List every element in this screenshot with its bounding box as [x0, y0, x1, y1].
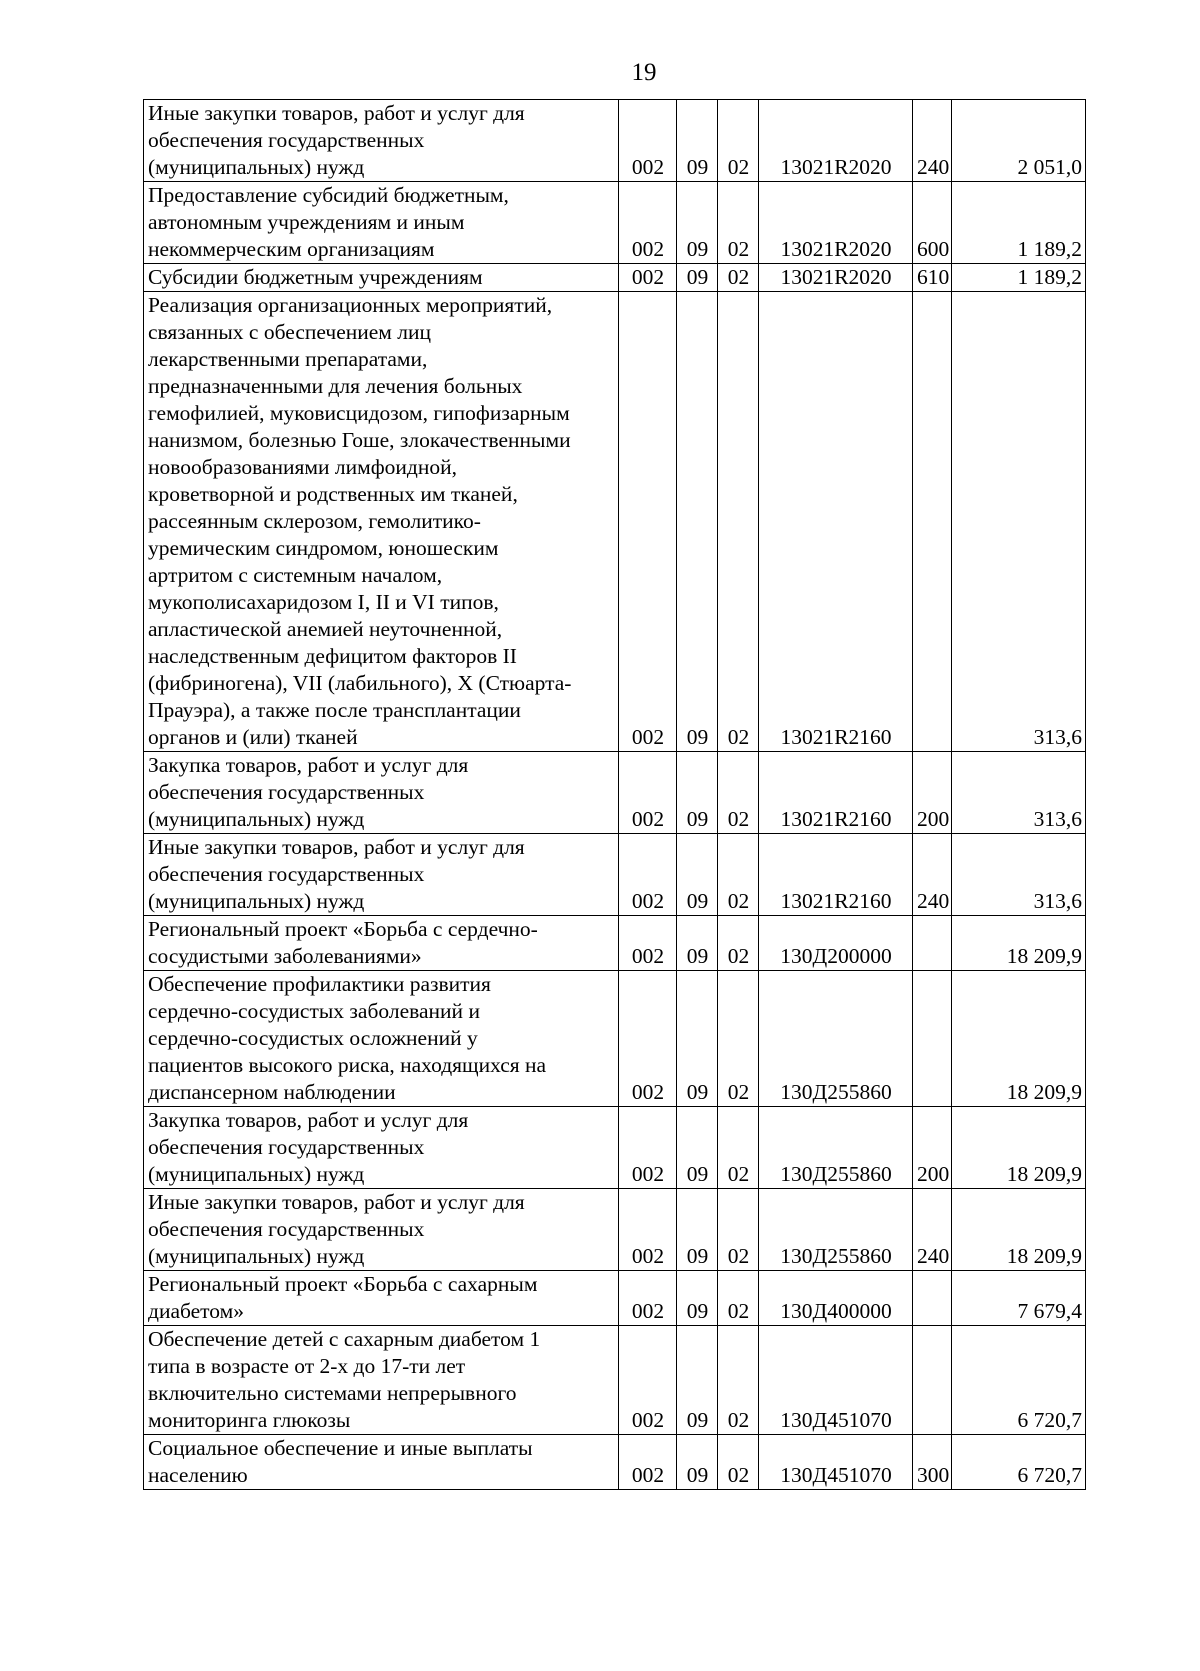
section-code-cell: 09 [677, 1107, 718, 1189]
table-row [144, 1107, 1086, 1189]
amount-cell: 18 209,9 [952, 1107, 1086, 1189]
ministry-code-cell: 002 [619, 182, 677, 264]
section-code-cell: 09 [677, 1271, 718, 1326]
amount-cell: 1 189,2 [952, 264, 1086, 292]
table-row [144, 971, 1086, 1107]
amount-cell: 18 209,9 [952, 1189, 1086, 1271]
section-code-cell: 09 [677, 971, 718, 1107]
amount-cell: 1 189,2 [952, 182, 1086, 264]
expense-type-cell: 600 [913, 182, 952, 264]
subsection-code-cell: 02 [718, 916, 759, 971]
expense-type-cell [913, 1271, 952, 1326]
expense-type-cell: 300 [913, 1435, 952, 1490]
subsection-code-cell: 02 [718, 264, 759, 292]
section-code-cell: 09 [677, 1326, 718, 1435]
expense-type-cell [913, 1326, 952, 1435]
target-article-cell: 130Д451070 [759, 1435, 913, 1490]
subsection-code-cell: 02 [718, 1107, 759, 1189]
item-name-cell: Предоставление субсидий бюджетным, автономным учреждениям и иным некоммерческим организациям [144, 182, 619, 264]
ministry-code-cell: 002 [619, 264, 677, 292]
subsection-code-cell: 02 [718, 1326, 759, 1435]
ministry-code-cell: 002 [619, 100, 677, 182]
subsection-code-cell: 02 [718, 1189, 759, 1271]
target-article-cell: 13021R2160 [759, 292, 913, 752]
amount-cell: 7 679,4 [952, 1271, 1086, 1326]
expense-type-cell [913, 971, 952, 1107]
item-name-cell: Закупка товаров, работ и услуг для обеспечения государственных (муниципальных) нужд [144, 752, 619, 834]
subsection-code-cell: 02 [718, 971, 759, 1107]
item-name-cell: Иные закупки товаров, работ и услуг для обеспечения государственных (муниципальных) нужд [144, 100, 619, 182]
ministry-code-cell: 002 [619, 971, 677, 1107]
expense-type-cell [913, 916, 952, 971]
item-name-cell: Закупка товаров, работ и услуг для обеспечения государственных (муниципальных) нужд [144, 1107, 619, 1189]
subsection-code-cell: 02 [718, 292, 759, 752]
subsection-code-cell: 02 [718, 834, 759, 916]
expense-type-cell [913, 292, 952, 752]
amount-cell: 313,6 [952, 292, 1086, 752]
ministry-code-cell: 002 [619, 916, 677, 971]
subsection-code-cell: 02 [718, 1271, 759, 1326]
amount-cell: 2 051,0 [952, 100, 1086, 182]
section-code-cell: 09 [677, 264, 718, 292]
ministry-code-cell: 002 [619, 1271, 677, 1326]
table-row [144, 264, 1086, 292]
expense-type-cell: 240 [913, 1189, 952, 1271]
item-name-cell: Реализация организационных мероприятий, связанных с обеспечением лиц лекарственными препаратами, предназначенными для лечения больных гемофилией, муковисцидозом, гипофизарным нанизмом, болезнью Гоше, злокачественными новообразованиями лимфоидной, кроветворной и родственных им тканей, рассеянным склерозом, гемолитико- уремическим синдромом, юношеским артритом с системным началом, мукополисахаридозом I, II и VI типов, апластической анемией неуточненной, наследственным дефицитом факторов II (фибриногена), VII (лабильного), X (Стюарта- Прауэра), а также после трансплантации органов и (или) тканей [144, 292, 619, 752]
target-article-cell: 13021R2020 [759, 264, 913, 292]
section-code-cell: 09 [677, 916, 718, 971]
target-article-cell: 130Д255860 [759, 971, 913, 1107]
section-code-cell: 09 [677, 100, 718, 182]
target-article-cell: 13021R2020 [759, 100, 913, 182]
ministry-code-cell: 002 [619, 1326, 677, 1435]
ministry-code-cell: 002 [619, 834, 677, 916]
item-name-cell: Иные закупки товаров, работ и услуг для обеспечения государственных (муниципальных) нужд [144, 1189, 619, 1271]
expense-type-cell: 610 [913, 264, 952, 292]
budget-table [143, 99, 1086, 1490]
ministry-code-cell: 002 [619, 1435, 677, 1490]
amount-cell: 18 209,9 [952, 916, 1086, 971]
amount-cell: 6 720,7 [952, 1326, 1086, 1435]
section-code-cell: 09 [677, 1435, 718, 1490]
table-body [144, 100, 1086, 1490]
target-article-cell: 130Д451070 [759, 1326, 913, 1435]
table-row [144, 100, 1086, 182]
table-row [144, 1271, 1086, 1326]
item-name-cell: Обеспечение детей с сахарным диабетом 1 типа в возрасте от 2-х до 17-ти лет включительно системами непрерывного мониторинга глюкозы [144, 1326, 619, 1435]
amount-cell: 313,6 [952, 752, 1086, 834]
section-code-cell: 09 [677, 1189, 718, 1271]
target-article-cell: 13021R2160 [759, 834, 913, 916]
target-article-cell: 13021R2160 [759, 752, 913, 834]
subsection-code-cell: 02 [718, 1435, 759, 1490]
subsection-code-cell: 02 [718, 100, 759, 182]
expense-type-cell: 200 [913, 1107, 952, 1189]
subsection-code-cell: 02 [718, 182, 759, 264]
expense-type-cell: 200 [913, 752, 952, 834]
item-name-cell: Субсидии бюджетным учреждениям [144, 264, 619, 292]
item-name-cell: Обеспечение профилактики развития сердечно-сосудистых заболеваний и сердечно-сосудистых осложнений у пациентов высокого риска, находящихся на диспансерном наблюдении [144, 971, 619, 1107]
table-row [144, 752, 1086, 834]
table-row [144, 916, 1086, 971]
target-article-cell: 130Д400000 [759, 1271, 913, 1326]
table-row [144, 1189, 1086, 1271]
ministry-code-cell: 002 [619, 752, 677, 834]
amount-cell: 313,6 [952, 834, 1086, 916]
expense-type-cell: 240 [913, 834, 952, 916]
section-code-cell: 09 [677, 182, 718, 264]
ministry-code-cell: 002 [619, 1107, 677, 1189]
item-name-cell: Региональный проект «Борьба с сердечно- сосудистыми заболеваниями» [144, 916, 619, 971]
section-code-cell: 09 [677, 834, 718, 916]
amount-cell: 18 209,9 [952, 971, 1086, 1107]
ministry-code-cell: 002 [619, 1189, 677, 1271]
section-code-cell: 09 [677, 752, 718, 834]
target-article-cell: 130Д200000 [759, 916, 913, 971]
item-name-cell: Социальное обеспечение и иные выплаты населению [144, 1435, 619, 1490]
ministry-code-cell: 002 [619, 292, 677, 752]
table-row [144, 1435, 1086, 1490]
section-code-cell: 09 [677, 292, 718, 752]
table-row [144, 834, 1086, 916]
target-article-cell: 130Д255860 [759, 1107, 913, 1189]
subsection-code-cell: 02 [718, 752, 759, 834]
target-article-cell: 13021R2020 [759, 182, 913, 264]
amount-cell: 6 720,7 [952, 1435, 1086, 1490]
item-name-cell: Региональный проект «Борьба с сахарным диабетом» [144, 1271, 619, 1326]
item-name-cell: Иные закупки товаров, работ и услуг для обеспечения государственных (муниципальных) нужд [144, 834, 619, 916]
table-row [144, 292, 1086, 752]
target-article-cell: 130Д255860 [759, 1189, 913, 1271]
page-number: 19 [631, 59, 657, 86]
table-row [144, 1326, 1086, 1435]
expense-type-cell: 240 [913, 100, 952, 182]
table-row [144, 182, 1086, 264]
